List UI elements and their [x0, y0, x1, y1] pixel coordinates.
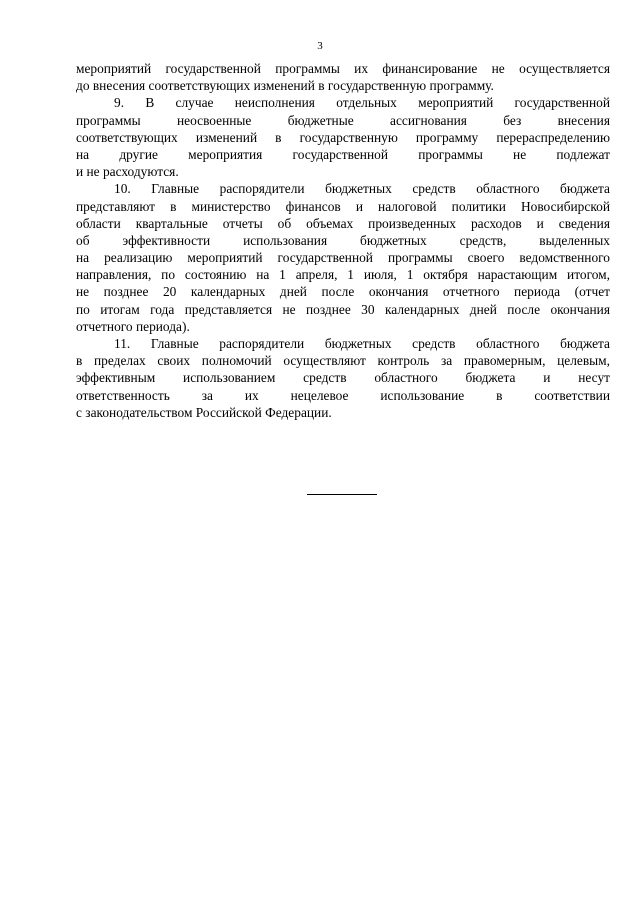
- text-line: ответственность за их нецелевое использование в соответствии: [76, 387, 610, 403]
- text-line: программы неосвоенные бюджетные ассигнования без внесения: [76, 112, 610, 128]
- text-line: эффективным использованием средств областного бюджета и несут: [76, 370, 610, 386]
- text-line: 9. В случае неисполнения отдельных мероприятий государственной: [114, 95, 610, 111]
- text-line: в пределах своих полномочий осуществляют контроль за правомерным, целевым,: [76, 353, 610, 369]
- paragraph-11: [76, 335, 610, 421]
- text-line: не позднее 20 календарных дней после окончания отчетного периода (отчет: [76, 284, 610, 300]
- text-line: до внесения соответствующих изменений в государственную программу.: [76, 78, 494, 94]
- paragraph-9: [76, 94, 610, 180]
- text-line: области квартальные отчеты об объемах произведенных расходов и сведения: [76, 215, 610, 231]
- text-line: по итогам года представляется не позднее 30 календарных дней после окончания: [76, 301, 610, 317]
- text-line: с законодательством Российской Федерации.: [76, 404, 332, 420]
- text-line: 10. Главные распорядители бюджетных средств областного бюджета: [114, 181, 610, 197]
- text-line: представляют в министерство финансов и налоговой политики Новосибирской: [76, 198, 610, 214]
- document-body: [76, 60, 610, 421]
- end-divider: [307, 494, 377, 495]
- text-line: на другие мероприятия государственной программы не подлежат: [76, 146, 610, 162]
- paragraph-continuation: [76, 60, 610, 94]
- page-number: 3: [317, 40, 323, 52]
- text-line: об эффективности использования бюджетных средств, выделенных: [76, 232, 610, 248]
- text-line: на реализацию мероприятий государственной программы своего ведомственного: [76, 250, 610, 266]
- text-line: направления, по состоянию на 1 апреля, 1 июля, 1 октября нарастающим итогом,: [76, 267, 610, 283]
- text-line: мероприятий государственной программы их финансирование не осуществляется: [76, 61, 610, 76]
- text-line: соответствующих изменений в государственную программу перераспределению: [76, 129, 610, 145]
- text-line: и не расходуются.: [76, 164, 179, 180]
- paragraph-10: [76, 180, 610, 335]
- text-line: 11. Главные распорядители бюджетных средств областного бюджета: [114, 336, 610, 351]
- text-line: отчетного периода).: [76, 318, 190, 334]
